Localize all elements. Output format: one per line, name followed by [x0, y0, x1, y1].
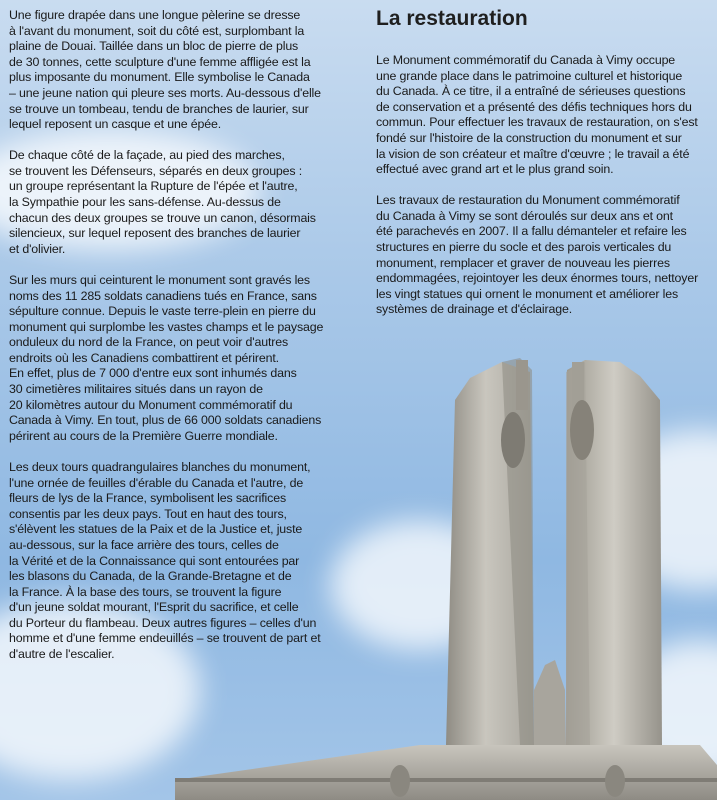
left-text-column: [9, 8, 339, 678]
paragraph-restoration-intro: Le Monument commémoratif du Canada à Vimy occupe une grande place dans le patrimoine culturel et historique du Canada. À ce titre, il a entraîné de sérieuses questions de conservation et a présenté des défis techniques hors du commun. Pour effectuer les travaux de restauration, on s'est fondé sur l'histoire de la construction du monument et sur la vision de son créateur et maître d'œuvre ; le travail a été effectué avec grand art et le plus grand soin.: [376, 53, 698, 177]
paragraph-engraved-names: Sur les murs qui ceinturent le monument sont gravés les noms des 11 285 soldats canadiens tués en France, sans sépulture connue. Depuis le vaste terre-plein en pierre du monument qui surplombe les vastes champs et le paysage onduleux du nord de la France, on peut voir d'autres endroits où les Canadiens combattirent et périrent. En effet, plus de 7 000 d'entre eux sont inhumés dans 30 cimetières militaires situés dans un rayon de 20 kilomètres autour du Monument commémoratif du Canada à Vimy. En tout, plus de 66 000 soldats canadiens périrent au cours de la Première Guerre mondiale.: [9, 272, 324, 443]
paragraph-restoration-works: Les travaux de restauration du Monument commémoratif du Canada à Vimy se sont déroulés sur deux ans et ont été parachevés en 2007. Il a fallu démanteler et refaire les structures en pierre du socle et des parois verticales du monument, remplacer et graver de nouveau les pierres endommagées, rejointoyer les deux énormes tours, nettoyer les vingt statues qui ornent le monument et améliorer les systèmes de drainage et d'éclairage.: [376, 193, 699, 317]
section-heading: La restauration: [376, 7, 528, 30]
paragraph-twin-towers: Les deux tours quadrangulaires blanches du monument, l'une ornée de feuilles d'érable du Canada et l'autre, de fleurs de lys de la France, symbolisent les sacrifices consentis par les deux pays. Tout en haut des tours, s'élèvent les statues de la Paix et de la Justice et, juste au-dessous, sur la face arrière des tours, celles de la Vérité et de la Connaissance qui sont entourées par les blasons du Canada, de la Grande-Bretagne et de la France. À la base des tours, se trouvent la figure d'un jeune soldat mourant, l'Esprit du sacrifice, et celle du Porteur du flambeau. Deux autres figures – celles d'un homme et d'une femme endeuillés – se trouvent de part et d'autre de l'escalier.: [9, 459, 321, 662]
right-text-column: [376, 6, 706, 334]
paragraph-defenders: De chaque côté de la façade, au pied des marches, se trouvent les Défenseurs, séparés en deux groupes : un groupe représentant la Rupture de l'épée et l'autre, la Sympathie pour les sans-défense. Au-dessus de chacun des deux groupes se trouve un canon, désormais silencieux, sur lequel reposent des branches de laurier et d'olivier.: [9, 148, 316, 256]
paragraph-draped-figure: Une figure drapée dans une longue pèlerine se dresse à l'avant du monument, soit du côté est, surplombant la plaine de Douai. Taillée dans un bloc de pierre de plus de 30 tonnes, cette sculpture d'une femme affligée est la plus imposante du monument. Elle symbolise le Canada – une jeune nation qui pleure ses morts. Au-dessous d'elle se trouve un tombeau, tendu de branches de laurier, sur lequel reposent un casque et une épée.: [9, 8, 321, 132]
